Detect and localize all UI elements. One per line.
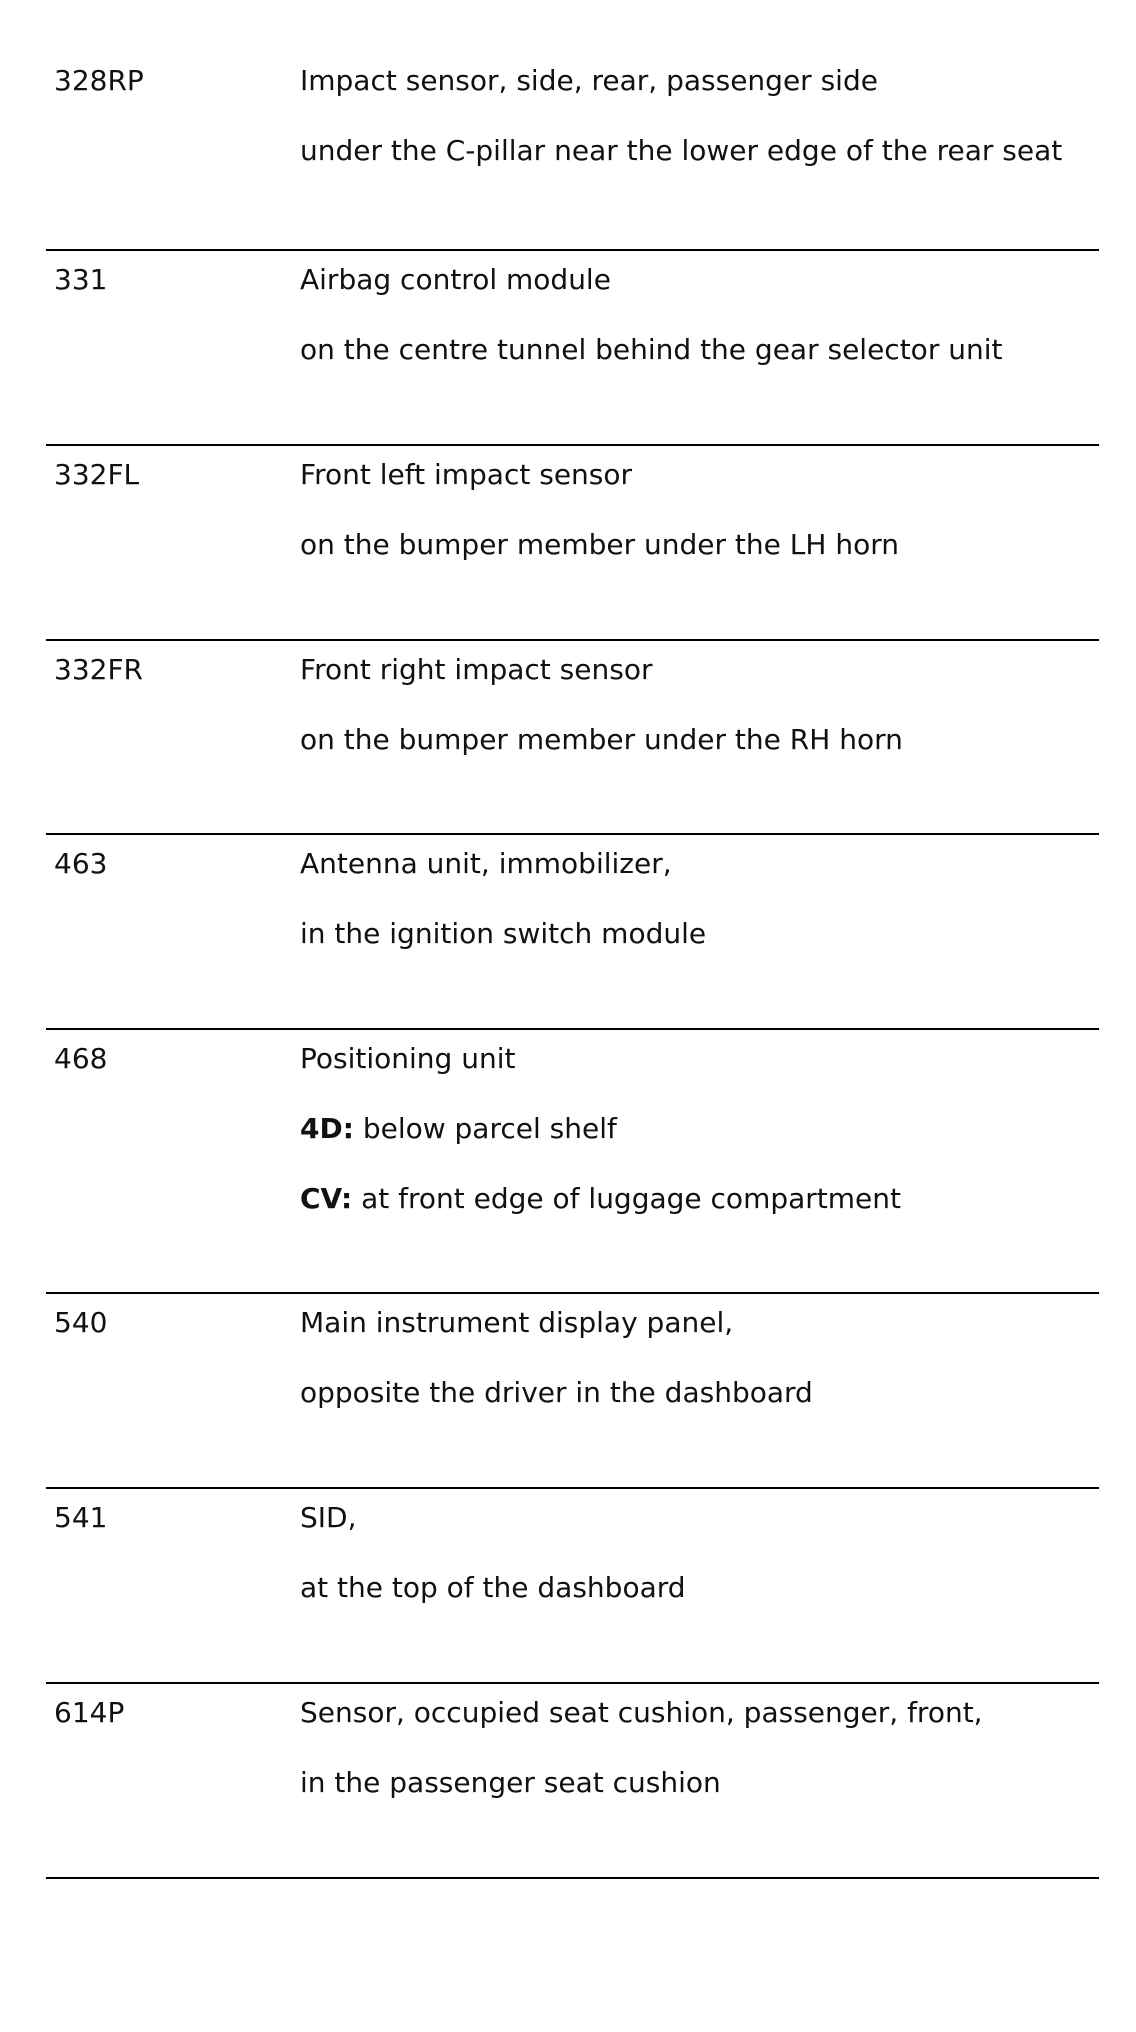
line-text: at the top of the dashboard — [300, 1571, 686, 1604]
description-line — [300, 1306, 1090, 1340]
description-line — [300, 64, 1090, 98]
description-line — [300, 1042, 1090, 1076]
line-text: Main instrument display panel, — [300, 1306, 734, 1339]
description-line — [300, 1766, 1090, 1800]
table-row — [46, 835, 1099, 1030]
description-line — [300, 1112, 1090, 1146]
component-code: 332FL — [54, 458, 140, 491]
component-code: 331 — [54, 263, 108, 296]
line-prefix: CV: — [300, 1182, 353, 1215]
component-code: 541 — [54, 1501, 108, 1534]
line-text: on the bumper member under the RH horn — [300, 723, 903, 756]
description-line — [300, 1376, 1090, 1410]
description-line — [300, 847, 1090, 881]
description-line — [300, 1182, 1090, 1216]
line-text: opposite the driver in the dashboard — [300, 1376, 813, 1409]
line-text: Airbag control module — [300, 263, 611, 296]
line-text: Impact sensor, side, rear, passenger side — [300, 64, 878, 97]
line-text: in the ignition switch module — [300, 917, 707, 950]
line-text: in the passenger seat cushion — [300, 1766, 721, 1799]
line-text: SID, — [300, 1501, 357, 1534]
component-description — [300, 64, 1090, 168]
description-line — [300, 333, 1090, 367]
description-line — [300, 723, 1090, 757]
description-line — [300, 134, 1090, 168]
description-line — [300, 528, 1090, 562]
description-line — [300, 458, 1090, 492]
line-text: Positioning unit — [300, 1042, 516, 1075]
component-description — [300, 1042, 1090, 1216]
component-description — [300, 1501, 1090, 1605]
component-code: 614P — [54, 1696, 125, 1729]
line-text: at front edge of luggage compartment — [352, 1182, 901, 1215]
line-text: on the bumper member under the LH horn — [300, 528, 899, 561]
table-row — [46, 251, 1099, 446]
description-line — [300, 1501, 1090, 1535]
line-text: on the centre tunnel behind the gear selector unit — [300, 333, 1003, 366]
line-text: below parcel shelf — [353, 1112, 617, 1145]
description-line — [300, 653, 1090, 687]
description-line — [300, 1696, 1090, 1730]
table-row — [46, 1684, 1099, 1879]
component-code: 540 — [54, 1306, 108, 1339]
component-code: 328RP — [54, 64, 144, 97]
line-text: under the C-pillar near the lower edge of the rear seat — [300, 134, 1063, 167]
component-description — [300, 653, 1090, 757]
line-text: Front right impact sensor — [300, 653, 653, 686]
line-text: Sensor, occupied seat cushion, passenger, front, — [300, 1696, 983, 1729]
component-description — [300, 847, 1090, 951]
table-row — [46, 1294, 1099, 1489]
component-description — [300, 458, 1090, 562]
component-description — [300, 1696, 1090, 1800]
component-description — [300, 263, 1090, 367]
table-row — [46, 1489, 1099, 1684]
component-code: 468 — [54, 1042, 108, 1075]
table-row — [46, 641, 1099, 835]
component-code: 332FR — [54, 653, 144, 686]
table-row — [46, 0, 1099, 251]
line-text: Front left impact sensor — [300, 458, 633, 491]
table-row — [46, 446, 1099, 641]
line-text: Antenna unit, immobilizer, — [300, 847, 672, 880]
line-prefix: 4D: — [300, 1112, 354, 1145]
description-line — [300, 263, 1090, 297]
description-line — [300, 917, 1090, 951]
component-code: 463 — [54, 847, 108, 880]
description-line — [300, 1571, 1090, 1605]
component-description — [300, 1306, 1090, 1410]
table-row — [46, 1030, 1099, 1294]
